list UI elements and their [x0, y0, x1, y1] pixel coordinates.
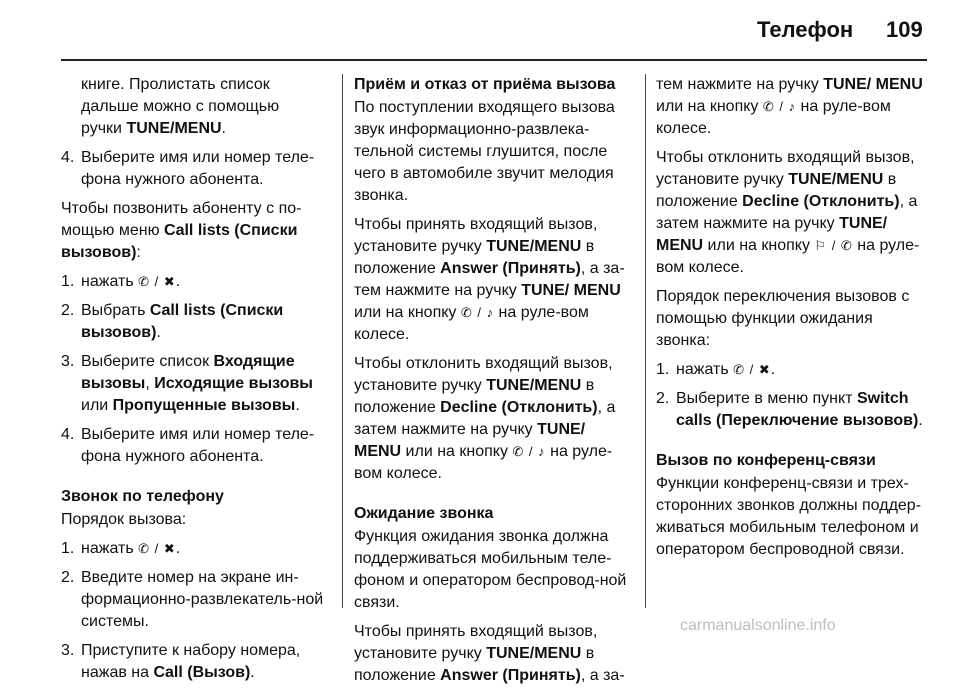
paragraph: тем нажмите на ручку TUNE/ MENU или на кнопку ✆ / ♪ на руле-вом колесе.: [656, 76, 923, 137]
steps-list: [61, 538, 333, 684]
list-item: 4. Выберите имя или номер теле-фона нужного абонента.: [61, 149, 315, 188]
paragraph: Чтобы принять входящий вызов, установите ручку TUNE/MENU в положение Answer (Принять), а за-: [354, 623, 625, 684]
section-heading: Вызов по конференц-связи: [656, 452, 876, 469]
list-item: 2. Выберите в меню пункт Switch calls (Переключение вызовов).: [656, 390, 923, 429]
section-heading: Ожидание звонка: [354, 505, 494, 522]
section-heading: Звонок по телефону: [61, 488, 224, 505]
phone-icon: ✆ / ♪: [512, 444, 546, 459]
paragraph: Порядок вызова:: [61, 511, 187, 528]
paragraph: Функция ожидания звонка должна поддерживаться мобильным теле-фоном и оператором беспровод-ной связи.: [354, 528, 627, 611]
column-2: [354, 74, 634, 694]
page-header: [0, 0, 960, 60]
paragraph: Чтобы отклонить входящий вызов, установите ручку TUNE/MENU в положение Decline (Отклонить), а затем нажмите на ручку TUNE/ MENU или на кнопку ⚐ / ✆ на руле-вом колесе.: [656, 149, 920, 276]
list-item: 3. Выберите список Входящие вызовы, Исходящие вызовы или Пропущенные вызовы.: [61, 353, 313, 414]
column-3: [656, 74, 928, 568]
paragraph: Функции конференц-связи и трех-сторонних звонков должны поддер-живаться мобильным телефоном и оператором беспроводной связи.: [656, 475, 922, 558]
column-1: [61, 74, 333, 691]
list-item: 1. нажать ✆ / ✖.: [61, 273, 181, 290]
phone-icon: ✆ / ♪: [762, 99, 797, 114]
section-heading: Приём и отказ от приёма вызова: [354, 76, 616, 93]
list-item: 3. Приступите к набору номера, нажав на Call (Вызов).: [61, 642, 301, 681]
page-title: Телефон: [757, 17, 854, 42]
steps-list: [61, 271, 333, 468]
phone-icon: ✆ / ♪: [460, 305, 495, 320]
column-divider: [342, 74, 343, 608]
list-item: 2. Выбрать Call lists (Списки вызовов).: [61, 302, 284, 341]
list-item: 2. Введите номер на экране ин-формационно-развлекатель-ной системы.: [61, 569, 324, 630]
phone-icon: ✆ / ✖: [733, 362, 771, 377]
page-number: 109: [886, 17, 923, 42]
watermark: carmanualsonline.info: [680, 617, 836, 634]
column-divider: [645, 74, 646, 608]
paragraph: Порядок переключения вызовов с помощью функции ожидания звонка:: [656, 288, 910, 349]
paragraph: Чтобы позвонить абоненту с по-мощью меню Call lists (Списки вызовов):: [61, 200, 302, 261]
header-rule: [61, 59, 927, 61]
continuation-text: книге. Пролистать список дальше можно с помощью ручки TUNE/MENU.: [81, 76, 280, 137]
list-item: 1. нажать ✆ / ✖.: [61, 540, 181, 557]
paragraph: Чтобы принять входящий вызов, установите ручку TUNE/MENU в положение Answer (Принять), а за-тем нажмите на ручку TUNE/ MENU или на кнопку ✆ / ♪ на руле-вом колесе.: [354, 216, 625, 343]
phone-icon: ✆ / ✖: [138, 274, 176, 289]
paragraph: По поступлении входящего вызова звук информационно-развлека-тельной системы глушится, после чего в автомобиле звучит мелодия звонка.: [354, 99, 615, 204]
list-item: 4. Выберите имя или номер теле-фона нужного абонента.: [61, 426, 315, 465]
paragraph: Чтобы отклонить входящий вызов, установите ручку TUNE/MENU в положение Decline (Отклонить), а затем нажмите на ручку TUNE/ MENU или на кнопку ✆ / ♪ на руле-вом колесе.: [354, 355, 616, 482]
phone-icon: ⚐ / ✆: [814, 238, 853, 253]
phone-icon: ✆ / ✖: [138, 541, 176, 556]
steps-list: [61, 147, 333, 191]
list-item: 1. нажать ✆ / ✖.: [656, 361, 776, 378]
steps-list: [656, 359, 928, 432]
